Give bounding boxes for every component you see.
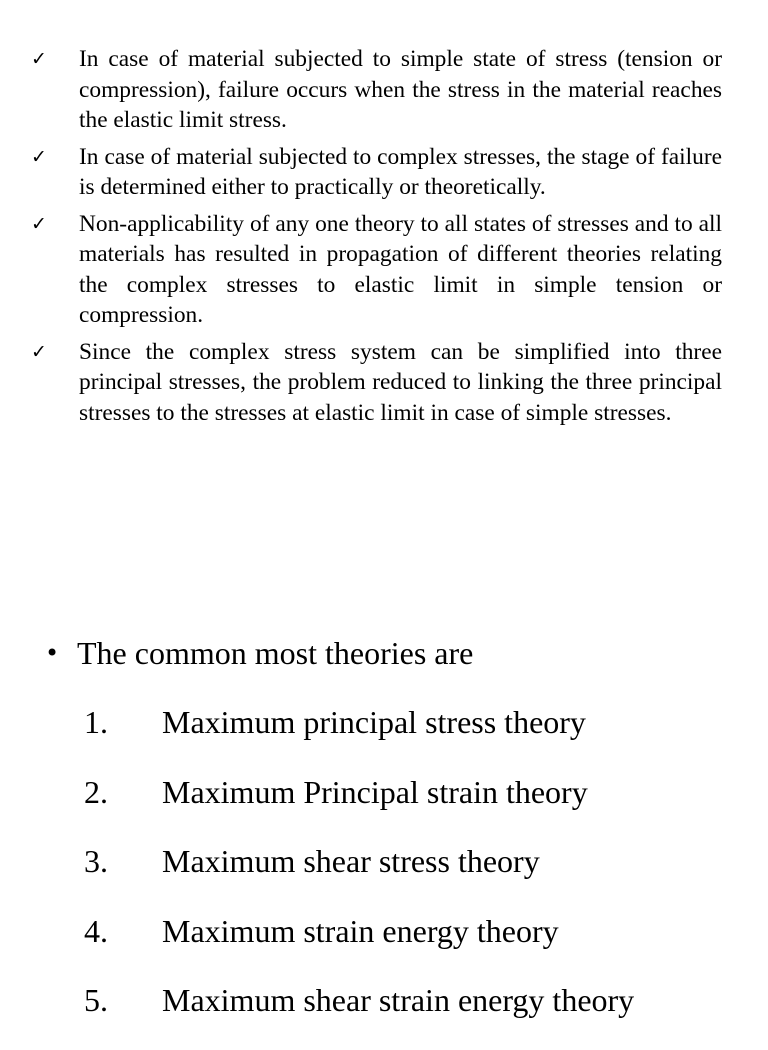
check-item bbox=[0, 209, 768, 331]
theories-intro bbox=[0, 633, 768, 673]
theory-item bbox=[0, 980, 768, 1020]
theory-item bbox=[0, 841, 768, 881]
theory-item bbox=[0, 911, 768, 951]
theories-section bbox=[0, 633, 768, 1050]
theory-number: 5. bbox=[84, 982, 108, 1018]
theory-number: 2. bbox=[84, 773, 108, 810]
check-item bbox=[0, 44, 768, 136]
theory-item bbox=[0, 772, 768, 812]
theories-intro-text: The common most theories are bbox=[77, 635, 474, 671]
check-item-text: In case of material subjected to simple state of stress (tension or compression), failure occurs when the stress in the material reaches the elastic limit stress. bbox=[79, 46, 722, 133]
theory-item bbox=[0, 702, 768, 742]
check-item bbox=[0, 142, 768, 203]
theory-label: Maximum Principal strain theory bbox=[162, 773, 588, 810]
check-item bbox=[0, 337, 768, 429]
theory-label: Maximum shear strain energy theory bbox=[162, 982, 635, 1018]
bullet-icon: • bbox=[45, 639, 60, 667]
theory-label: Maximum principal stress theory bbox=[162, 704, 586, 740]
checkmark-icon: ✓ bbox=[31, 340, 47, 363]
check-item-text: Non-applicability of any one theory to all states of stresses and to all materials has resulted in propagation of different theories relating the complex stresses to elastic limit in simple tension or compression. bbox=[79, 210, 722, 328]
theory-number: 4. bbox=[84, 912, 108, 949]
theory-label: Maximum shear stress theory bbox=[162, 843, 540, 879]
checkmark-icon: ✓ bbox=[31, 145, 47, 168]
checkmark-icon: ✓ bbox=[31, 212, 47, 235]
theory-label: Maximum strain energy theory bbox=[162, 912, 559, 949]
check-list bbox=[0, 44, 768, 434]
check-item-text: Since the complex stress system can be simplified into three principal stresses, the problem reduced to linking the three principal stresses to the stresses at elastic limit in case of simple stresses. bbox=[79, 338, 722, 426]
theory-number: 3. bbox=[84, 843, 108, 879]
check-item-text: In case of material subjected to complex stresses, the stage of failure is determined either to practically or theoretically. bbox=[79, 143, 722, 200]
theory-number: 1. bbox=[84, 704, 108, 740]
theory-list bbox=[0, 702, 768, 1020]
checkmark-icon: ✓ bbox=[31, 48, 47, 70]
